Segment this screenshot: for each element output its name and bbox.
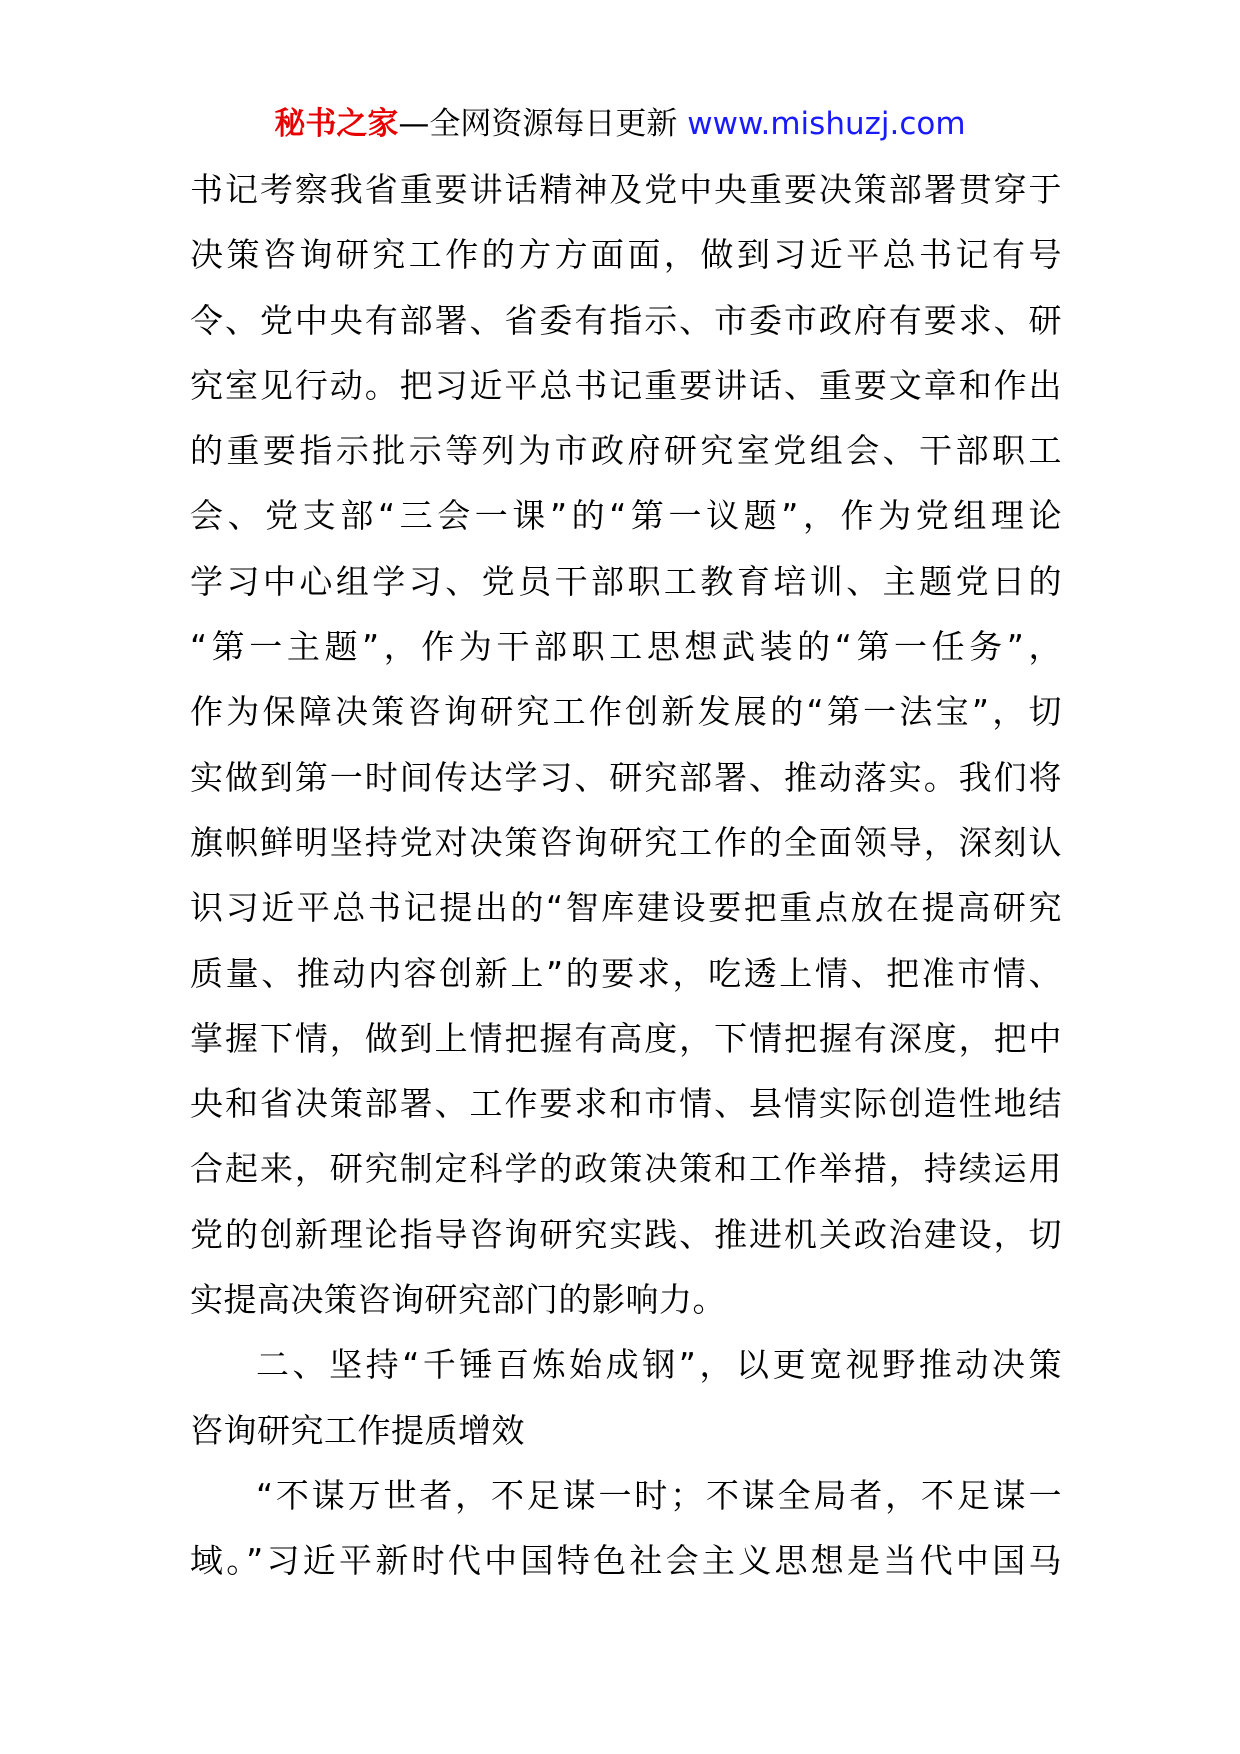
text-line: 究室见行动。把习近平总书记重要讲话、重要文章和作出 [190,365,1062,405]
section-heading-line: 咨询研究工作提质增效 [190,1410,525,1450]
text-line: 实提高决策咨询研究部门的影响力。 [190,1280,726,1320]
text-line: 合起来，研究制定科学的政策决策和工作举措，持续运用 [190,1149,1062,1189]
text-line: 决策咨询研究工作的方方面面，做到习近平总书记有号 [190,235,1062,275]
text-line: 识习近平总书记提出的“智库建设要把重点放在提高研究 [190,888,1062,928]
text-line: 实做到第一时间传达学习、研究部署、推动落实。我们将 [190,757,1062,797]
site-url-link[interactable]: www.mishuzj.com [687,106,966,142]
text-line: 的重要指示批示等列为市政府研究室党组会、干部职工 [190,431,1062,471]
text-line: “不谋万世者，不足谋一时；不谋全局者，不足谋一 [256,1475,1062,1515]
text-line: 令、党中央有部署、省委有指示、市委市政府有要求、研 [190,300,1062,340]
text-line: 掌握下情，做到上情把握有高度，下情把握有深度，把中 [190,1018,1062,1058]
site-header [0,104,1240,144]
text-line: 质量、推动内容创新上”的要求，吃透上情、把准市情、 [190,953,1062,993]
text-line: 域。”习近平新时代中国特色社会主义思想是当代中国马 [190,1541,1062,1581]
text-line: 央和省决策部署、工作要求和市情、县情实际创造性地结 [190,1084,1062,1124]
text-line: 会、党支部“三会一课”的“第一议题”，作为党组理论 [190,496,1062,536]
site-tagline: —全网资源每日更新 [398,106,688,142]
text-line: 旗帜鲜明坚持党对决策咨询研究工作的全面领导，深刻认 [190,822,1062,862]
text-line: “第一主题”，作为干部职工思想武装的“第一任务”， [190,627,1062,667]
text-line: 学习中心组学习、党员干部职工教育培训、主题党日的 [190,561,1062,601]
section-heading-line: 二、坚持“千锤百炼始成钢”，以更宽视野推动决策 [256,1345,1062,1385]
text-line: 作为保障决策咨询研究工作创新发展的“第一法宝”，切 [190,692,1062,732]
text-line: 书记考察我省重要讲话精神及党中央重要决策部署贯穿于 [190,170,1062,209]
text-line: 党的创新理论指导咨询研究实践、推进机关政治建设，切 [190,1214,1062,1254]
site-brand: 秘书之家 [274,106,399,142]
document-body [190,157,1062,1594]
